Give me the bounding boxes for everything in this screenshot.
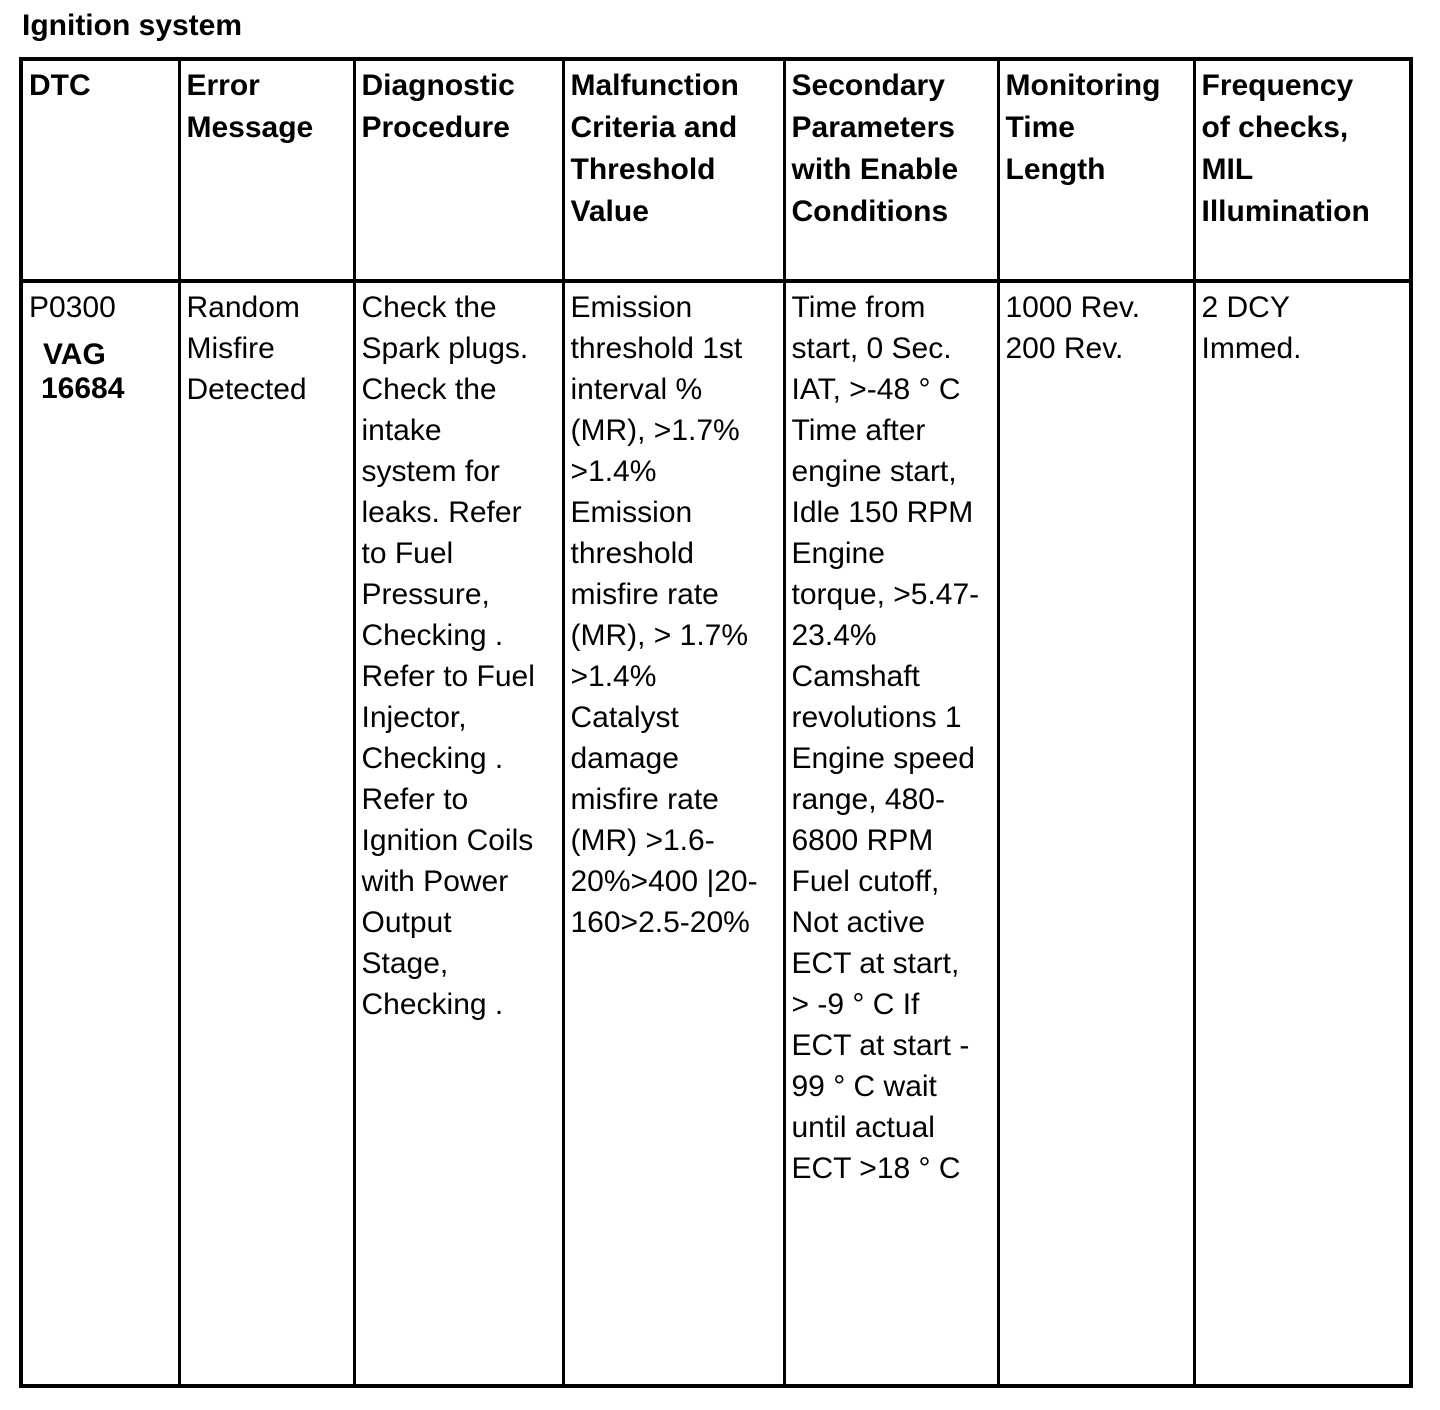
cell-error-message: Random Misfire Detected: [179, 281, 354, 1386]
cell-frequency-mil: 2 DCY Immed.: [1194, 281, 1411, 1386]
dtc-table: [19, 57, 1413, 1388]
cell-dtc: [21, 281, 179, 1386]
header-malfunction-criteria: Malfunction Criteria and Threshold Value: [563, 59, 784, 281]
section-title: Ignition system: [22, 9, 243, 42]
cell-diagnostic-procedure: Check the Spark plugs. Check the intake system for leaks. Refer to Fuel Pressure, Checking . Refer to Fuel Injector, Checking . Refer to Ignition Coils with Power Output Stage, Checking .: [354, 281, 563, 1386]
header-monitoring-time: Monitoring Time Length: [998, 59, 1194, 281]
vag-code: 16684: [41, 372, 125, 405]
cell-malfunction-criteria: Emission threshold 1st interval % (MR), >1.7% >1.4% Emission threshold misfire rate (MR), > 1.7% >1.4% Catalyst damage misfire rate (MR) >1.6- 20%>400 |20- 160>2.5-20%: [563, 281, 784, 1386]
header-dtc: DTC: [21, 59, 179, 281]
cell-monitoring-time: 1000 Rev. 200 Rev.: [998, 281, 1194, 1386]
table-row: [21, 281, 1411, 1386]
vag-label: VAG: [43, 338, 106, 371]
header-error-message: Error Message: [179, 59, 354, 281]
header-diagnostic-procedure: Diagnostic Procedure: [354, 59, 563, 281]
header-frequency-mil: Frequency of checks, MIL Illumination: [1194, 59, 1411, 281]
header-row: [21, 59, 1411, 281]
cell-secondary-parameters: Time from start, 0 Sec. IAT, >-48 ° C Time after engine start, Idle 150 RPM Engine torque, >5.47- 23.4% Camshaft revolutions 1 Engine speed range, 480- 6800 RPM Fuel cutoff, Not active ECT at start, > -9 ° C If ECT at start - 99 ° C wait until actual ECT >18 ° C: [784, 281, 998, 1386]
header-secondary-parameters: Secondary Parameters with Enable Conditions: [784, 59, 998, 281]
dtc-code: P0300: [29, 291, 116, 324]
